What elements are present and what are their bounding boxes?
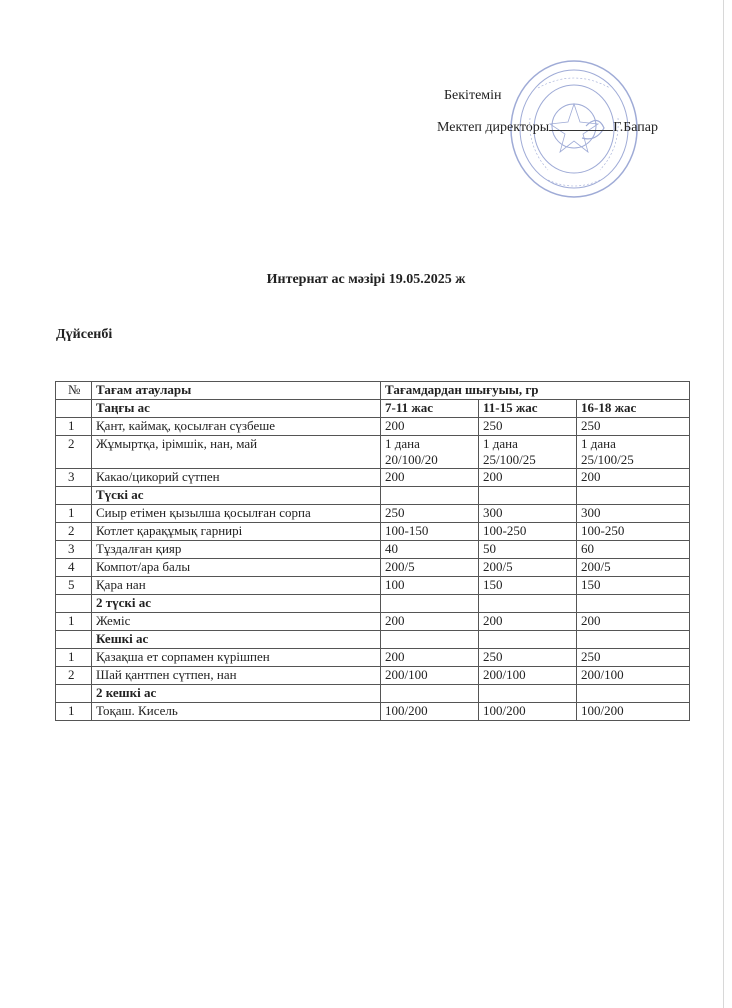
empty-cell (479, 685, 577, 703)
empty-cell (577, 685, 690, 703)
portion-value: 100 (381, 577, 479, 595)
section-row (56, 631, 690, 649)
portion-value: 200/100 (577, 667, 690, 685)
header-output: Тағамдардан шығуыы, гр (381, 382, 690, 400)
dish-name: Қара нан (92, 577, 381, 595)
portion-value: 100/200 (479, 703, 577, 721)
portion-value: 40 (381, 541, 479, 559)
table-row (56, 436, 690, 469)
page-edge (723, 0, 724, 1008)
dish-name: Қазақша ет сорпамен күрішпен (92, 649, 381, 667)
empty-cell (479, 631, 577, 649)
day-of-week: Дүйсенбі (56, 327, 113, 342)
section-row (56, 595, 690, 613)
row-number: 1 (56, 505, 92, 523)
dish-name: Котлет қарақұмық гарнирі (92, 523, 381, 541)
table-row (56, 667, 690, 685)
portion-value: 300 (577, 505, 690, 523)
portion-value: 100-250 (479, 523, 577, 541)
empty-cell (479, 487, 577, 505)
age-group-header: 16-18 жас (577, 400, 690, 418)
empty-cell (577, 595, 690, 613)
section-row (56, 400, 690, 418)
row-number: 2 (56, 436, 92, 469)
empty-cell (381, 685, 479, 703)
header-dish-names: Тағам атаулары (92, 382, 381, 400)
approval-label: Бекітемін (444, 88, 502, 103)
portion-value: 100-250 (577, 523, 690, 541)
table-row (56, 703, 690, 721)
page-title: Интернат ас мәзірі 19.05.2025 ж (266, 272, 466, 287)
dish-name: Сиыр етімен қызылша қосылған сорпа (92, 505, 381, 523)
table-header-row (56, 382, 690, 400)
age-group-header: 11-15 жас (479, 400, 577, 418)
portion-value: 150 (479, 577, 577, 595)
table-row (56, 418, 690, 436)
portion-value: 200/100 (381, 667, 479, 685)
empty-cell (577, 487, 690, 505)
portion-value: 250 (479, 418, 577, 436)
section-row (56, 685, 690, 703)
section-num (56, 400, 92, 418)
portion-value: 200 (479, 469, 577, 487)
empty-cell (479, 595, 577, 613)
portion-value: 1 дана 25/100/25 (577, 436, 690, 469)
portion-value: 200 (577, 613, 690, 631)
row-number: 2 (56, 523, 92, 541)
portion-value: 50 (479, 541, 577, 559)
row-number: 3 (56, 469, 92, 487)
portion-value: 200/100 (479, 667, 577, 685)
portion-value: 200 (381, 469, 479, 487)
section-row (56, 487, 690, 505)
section-title: Кешкі ас (92, 631, 381, 649)
dish-name: Шай қантпен сүтпен, нан (92, 667, 381, 685)
portion-value: 200/5 (381, 559, 479, 577)
table-row (56, 523, 690, 541)
row-number: 1 (56, 418, 92, 436)
row-number: 4 (56, 559, 92, 577)
dish-name: Қант, каймақ, қосылған сүзбеше (92, 418, 381, 436)
portion-value: 200 (479, 613, 577, 631)
table-row (56, 541, 690, 559)
row-number: 1 (56, 649, 92, 667)
table-row (56, 559, 690, 577)
section-num (56, 685, 92, 703)
portion-value: 300 (479, 505, 577, 523)
age-group-header: 7-11 жас (381, 400, 479, 418)
dish-name: Какао/цикорий сүтпен (92, 469, 381, 487)
section-num (56, 487, 92, 505)
empty-cell (577, 631, 690, 649)
portion-value: 200 (381, 418, 479, 436)
empty-cell (381, 487, 479, 505)
portion-value: 200/5 (577, 559, 690, 577)
dish-name: Компот/ара балы (92, 559, 381, 577)
portion-value: 200 (577, 469, 690, 487)
signature-line (549, 118, 613, 131)
section-title: Түскі ас (92, 487, 381, 505)
portion-value: 250 (479, 649, 577, 667)
section-num (56, 631, 92, 649)
portion-value: 100/200 (381, 703, 479, 721)
portion-value: 150 (577, 577, 690, 595)
director-name: Г.Бапар (613, 120, 659, 135)
portion-value: 60 (577, 541, 690, 559)
portion-value: 200 (381, 649, 479, 667)
portion-value: 250 (577, 649, 690, 667)
dish-name: Тұздалған қияр (92, 541, 381, 559)
director-signature-line (437, 118, 658, 136)
table-row (56, 649, 690, 667)
director-label: Мектеп директоры (437, 120, 550, 135)
section-title: 2 түскі ас (92, 595, 381, 613)
table-row (56, 577, 690, 595)
table-row (56, 613, 690, 631)
portion-value: 200 (381, 613, 479, 631)
row-number: 2 (56, 667, 92, 685)
portion-value: 250 (381, 505, 479, 523)
section-title: Таңғы ас (92, 400, 381, 418)
row-number: 5 (56, 577, 92, 595)
portion-value: 1 дана 20/100/20 (381, 436, 479, 469)
portion-value: 200/5 (479, 559, 577, 577)
header-num: № (56, 382, 92, 400)
section-title: 2 кешкі ас (92, 685, 381, 703)
row-number: 3 (56, 541, 92, 559)
dish-name: Жұмыртқа, ірімшік, нан, май (92, 436, 381, 469)
dish-name: Жеміс (92, 613, 381, 631)
empty-cell (381, 595, 479, 613)
row-number: 1 (56, 613, 92, 631)
portion-value: 1 дана 25/100/25 (479, 436, 577, 469)
row-number: 1 (56, 703, 92, 721)
empty-cell (381, 631, 479, 649)
portion-value: 100/200 (577, 703, 690, 721)
portion-value: 100-150 (381, 523, 479, 541)
table-row (56, 505, 690, 523)
table-row (56, 469, 690, 487)
menu-table (55, 381, 690, 721)
section-num (56, 595, 92, 613)
dish-name: Тоқаш. Кисель (92, 703, 381, 721)
portion-value: 250 (577, 418, 690, 436)
